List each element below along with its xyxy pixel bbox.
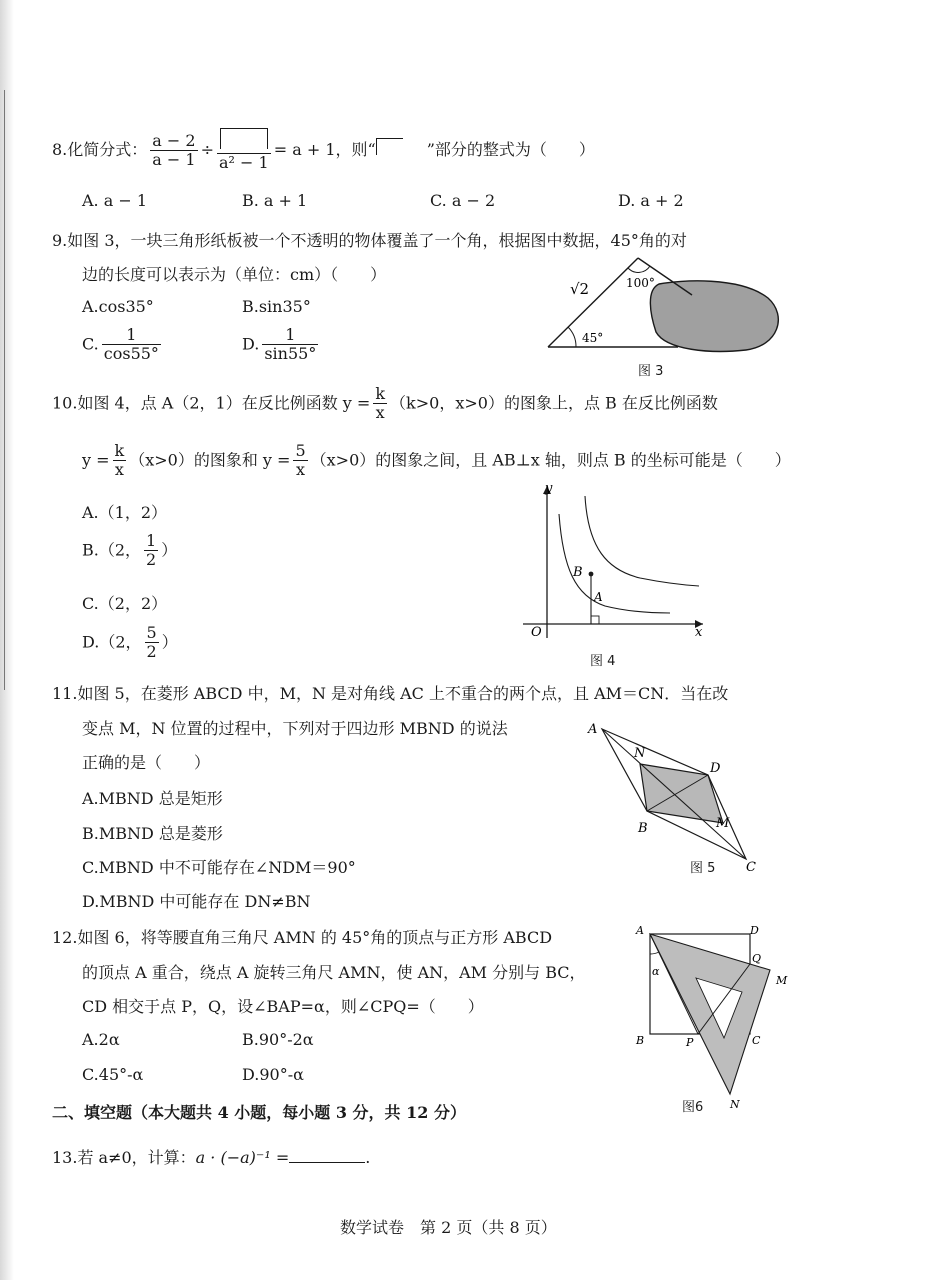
curve-y-k-over-x [559, 514, 670, 613]
q12-line-3: CD 相交于点 P，Q，设∠BAP=α，则∠CPQ=（ ） [82, 997, 484, 1016]
label-x: x [695, 625, 703, 640]
label-m: M [716, 816, 730, 831]
figure-3 [540, 250, 800, 380]
alpha-arc [650, 952, 659, 954]
label-c: C [746, 860, 756, 875]
binding-margin-line [4, 90, 5, 690]
label-d: D [750, 924, 759, 937]
q8-inline-bracket [376, 138, 403, 155]
q10-option-c: C.（2，2） [82, 594, 168, 613]
q9-option-a: A.cos35° [82, 297, 154, 316]
question-8: 8.化简分式： $\frac{a - 2}{a - 1}$ ÷ a² − 1 = a + 1，则“ ”部分的整式为（ ） [52, 128, 595, 173]
label-p: P [686, 1036, 694, 1049]
figure-6 [630, 918, 800, 1110]
q9-line-1: 9.如图 3，一块三角形纸板被一个不透明的物体覆盖了一个角，根据图中数据，45°角的对 [52, 231, 687, 250]
label-q: Q [752, 952, 762, 965]
q10-option-d: D.（2， $\frac{5}{2}$ ） [82, 623, 178, 662]
q9-option-d: D. $\frac{1}{\sin 55^\circ}$ [242, 325, 317, 364]
q12-option-c: C.45°-α [82, 1065, 144, 1084]
angle-45-arc [568, 327, 576, 347]
q12-option-d: D.90°-α [242, 1065, 304, 1084]
label-45-degree: 45° [582, 331, 604, 345]
label-b: B [638, 821, 648, 836]
q11-line-3: 正确的是（ ） [82, 753, 211, 772]
q9-option-b: B.sin35° [242, 297, 311, 316]
q10-option-b: B.（2， $\frac{1}{2}$ ） [82, 531, 178, 570]
q13-answer-blank[interactable] [289, 1146, 365, 1163]
opaque-object-shape [650, 281, 778, 352]
label-c: C [752, 1034, 761, 1047]
q8-fraction-2: a² − 1 [217, 128, 271, 173]
q10-line-2: y = $\frac{k}{x}$ （x>0）的图象和 y = $\frac{5}{x}$ （x>0）的图象之间，且 AB⊥x 轴，则点 B 的坐标可能是（ ） [82, 441, 791, 480]
point-b [589, 572, 594, 577]
label-sqrt2: √2 [570, 280, 590, 298]
figure-5-caption: 图 5 [690, 861, 716, 876]
q11-line-1: 11.如图 5，在菱形 ABCD 中，M，N 是对角线 AC 上不重合的两个点，且 AM＝CN．当在改 [52, 684, 729, 703]
q8-prefix: 8.化简分式： [52, 139, 148, 159]
q11-line-2: 变点 M，N 位置的过程中，下列对于四边形 MBND 的说法 [82, 719, 508, 738]
right-angle-mark [591, 616, 599, 624]
q12-line-1: 12.如图 6，将等腰直角三角尺 AMN 的 45°角的顶点与正方形 ABCD [52, 928, 553, 947]
q8-option-a: A. a − 1 [82, 191, 148, 210]
label-n: N [730, 1098, 740, 1110]
q12-option-b: B.90°-2α [242, 1030, 314, 1049]
figure-5 [580, 715, 780, 880]
label-d: D [710, 761, 721, 776]
q8-fraction-1: $\frac{a - 2}{a - 1}$ [152, 130, 196, 169]
q9-line-2: 边的长度可以表示为（单位：cm）（ ） [82, 265, 387, 284]
q9-option-c: C. $\frac{1}{\cos 55^\circ}$ [82, 325, 159, 364]
page-footer: 数学试卷 第 2 页（共 8 页） [340, 1218, 557, 1237]
q8-eq: = a + 1，则“ [273, 139, 376, 159]
label-alpha: α [652, 965, 660, 978]
label-a: A [636, 924, 644, 937]
section-2-heading: 二、填空题（本大题共 4 小题，每小题 3 分，共 12 分） [52, 1103, 466, 1122]
angle-100-arc [628, 266, 650, 272]
figure-3-caption: 图 3 [638, 364, 664, 379]
figure-4-caption: 图 4 [590, 654, 616, 669]
label-b: B [636, 1034, 645, 1047]
q12-option-a: A.2α [82, 1030, 120, 1049]
q11-option-b: B.MBND 总是菱形 [82, 824, 223, 843]
q11-option-c: C.MBND 中不可能存在∠NDM＝90° [82, 858, 356, 877]
diagonal-ac [602, 729, 746, 859]
q10-line-1: 10.如图 4，点 A（2，1）在反比例函数 y = $\frac{k}{x}$ （k>0，x>0）的图象上，点 B 在反比例函数 [52, 384, 718, 423]
label-m: M [776, 974, 788, 987]
q8-bracket-box [220, 128, 268, 149]
figure-4 [515, 478, 715, 643]
label-y: y [545, 481, 553, 496]
q11-option-a: A.MBND 总是矩形 [82, 789, 223, 808]
q8-suffix: ”部分的整式为（ ） [426, 139, 595, 159]
curve-y-5-over-x [585, 496, 699, 586]
label-o: O [531, 625, 542, 640]
q8-option-c: C. a − 2 [430, 191, 496, 210]
label-100-degree: 100° [626, 276, 655, 290]
q10-option-a: A.（1，2） [82, 503, 168, 522]
q11-option-d: D.MBND 中可能存在 DN≠BN [82, 892, 311, 911]
label-b: B [573, 565, 583, 580]
label-a: A [594, 590, 603, 604]
question-13: 13.若 a≠0，计算：a · (−a)⁻¹ = . [52, 1148, 371, 1167]
label-n: N [634, 746, 646, 761]
figure-6-caption: 图6 [682, 1100, 704, 1115]
q12-line-2: 的顶点 A 重合，绕点 A 旋转三角尺 AMN，使 AN，AM 分别与 BC， [82, 963, 586, 982]
q8-option-b: B. a + 1 [242, 191, 308, 210]
page-edge-shadow [0, 0, 14, 1280]
q8-option-d: D. a + 2 [618, 191, 684, 210]
label-a: A [588, 722, 598, 737]
